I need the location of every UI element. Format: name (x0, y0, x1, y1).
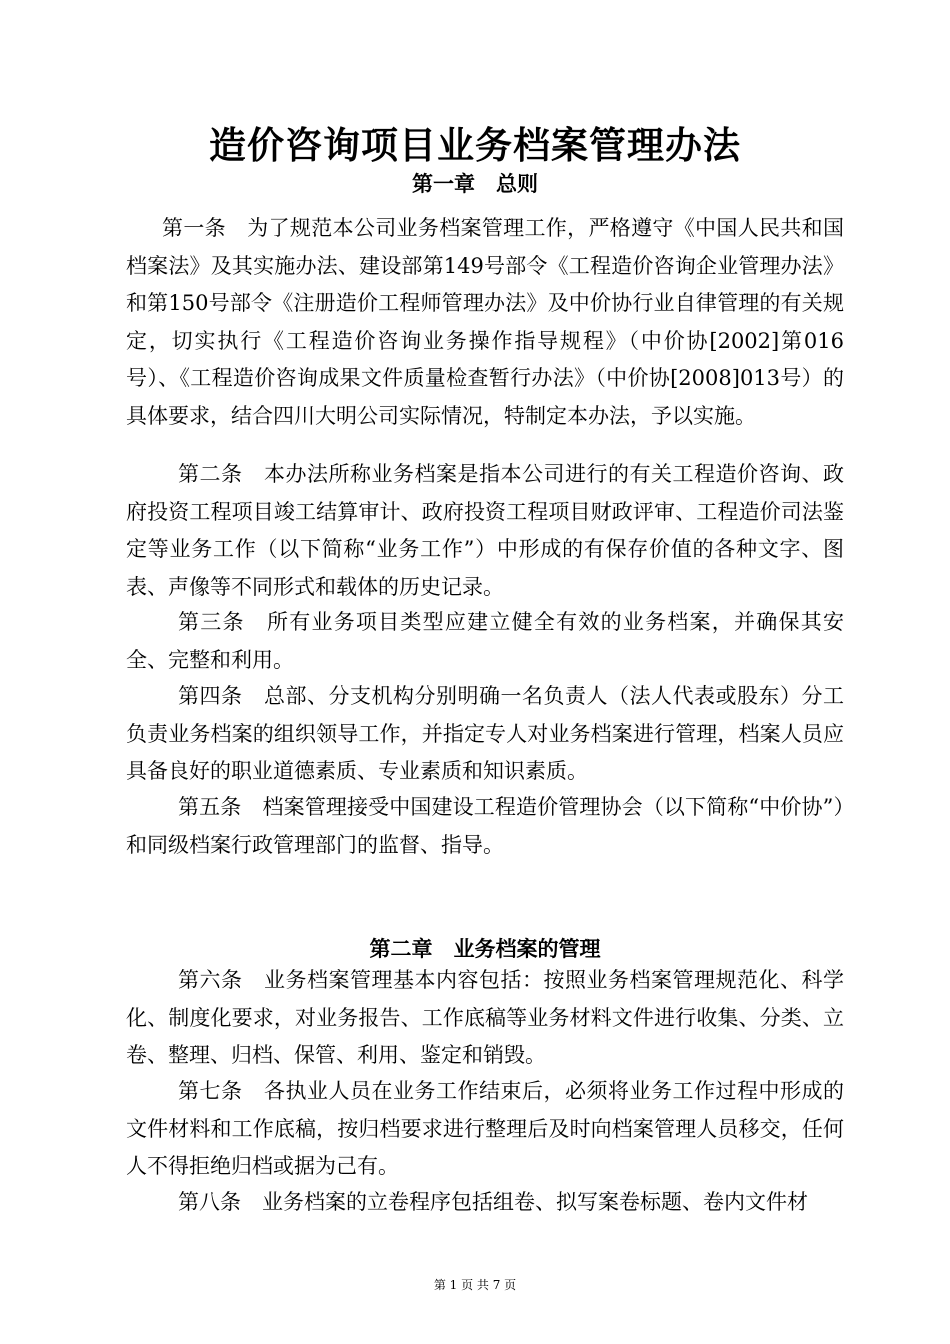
article-5: 第五条 档案管理接受中国建设工程造价管理协会（以下简称“中价协”）和同级档案行政管理部门的监督、指导。 (126, 795, 844, 857)
chapter-heading-1: 第一章 总则 (412, 171, 538, 196)
article-6: 第六条 业务档案管理基本内容包括：按照业务档案管理规范化、科学化、制度化要求，对业务报告、工作底稿等业务材料文件进行收集、分类、立卷、整理、归档、保管、利用、鉴定和销毁。 (126, 968, 844, 1067)
article-3: 第三条 所有业务项目类型应建立健全有效的业务档案，并确保其安全、完整和利用。 (126, 610, 844, 672)
article-1: 第一条 为了规范本公司业务档案管理工作，严格遵守《中国人民共和国档案法》及其实施办法、建设部第149号部令《工程造价咨询企业管理办法》和第150号部令《注册造价工程师管理办法》及中价协行业自律管理的有关规定，切实执行《工程造价咨询业务操作指导规程》（中价协[2002]第016号）、《工程造价咨询成果文件质量检查暂行办法》（中价协[2008]013号）的具体要求，结合四川大明公司实际情况，特制定本办法，予以实施。 (126, 216, 844, 428)
page-number-footer: 第 1 页 共 7 页 (433, 1278, 517, 1292)
article-2: 第二条 本办法所称业务档案是指本公司进行的有关工程造价咨询、政府投资工程项目竣工结算审计、政府投资工程项目财政评审、工程造价司法鉴定等业务工作（以下简称“业务工作”）中形成的有保存价值的各种文字、图表、声像等不同形式和载体的历史记录。 (126, 462, 844, 599)
document-title: 造价咨询项目业务档案管理办法 (209, 123, 741, 167)
article-8: 第八条 业务档案的立卷程序包括组卷、拟写案卷标题、卷内文件材 (178, 1190, 808, 1214)
article-4: 第四条 总部、分支机构分别明确一名负责人（法人代表或股东）分工负责业务档案的组织领导工作，并指定专人对业务档案进行管理，档案人员应具备良好的职业道德素质、专业素质和知识素质。 (126, 684, 844, 783)
article-7: 第七条 各执业人员在业务工作结束后，必须将业务工作过程中形成的文件材料和工作底稿，按归档要求进行整理后及时向档案管理人员移交，任何人不得拒绝归档或据为己有。 (126, 1079, 844, 1178)
chapter-heading-2: 第二章 业务档案的管理 (369, 936, 601, 961)
